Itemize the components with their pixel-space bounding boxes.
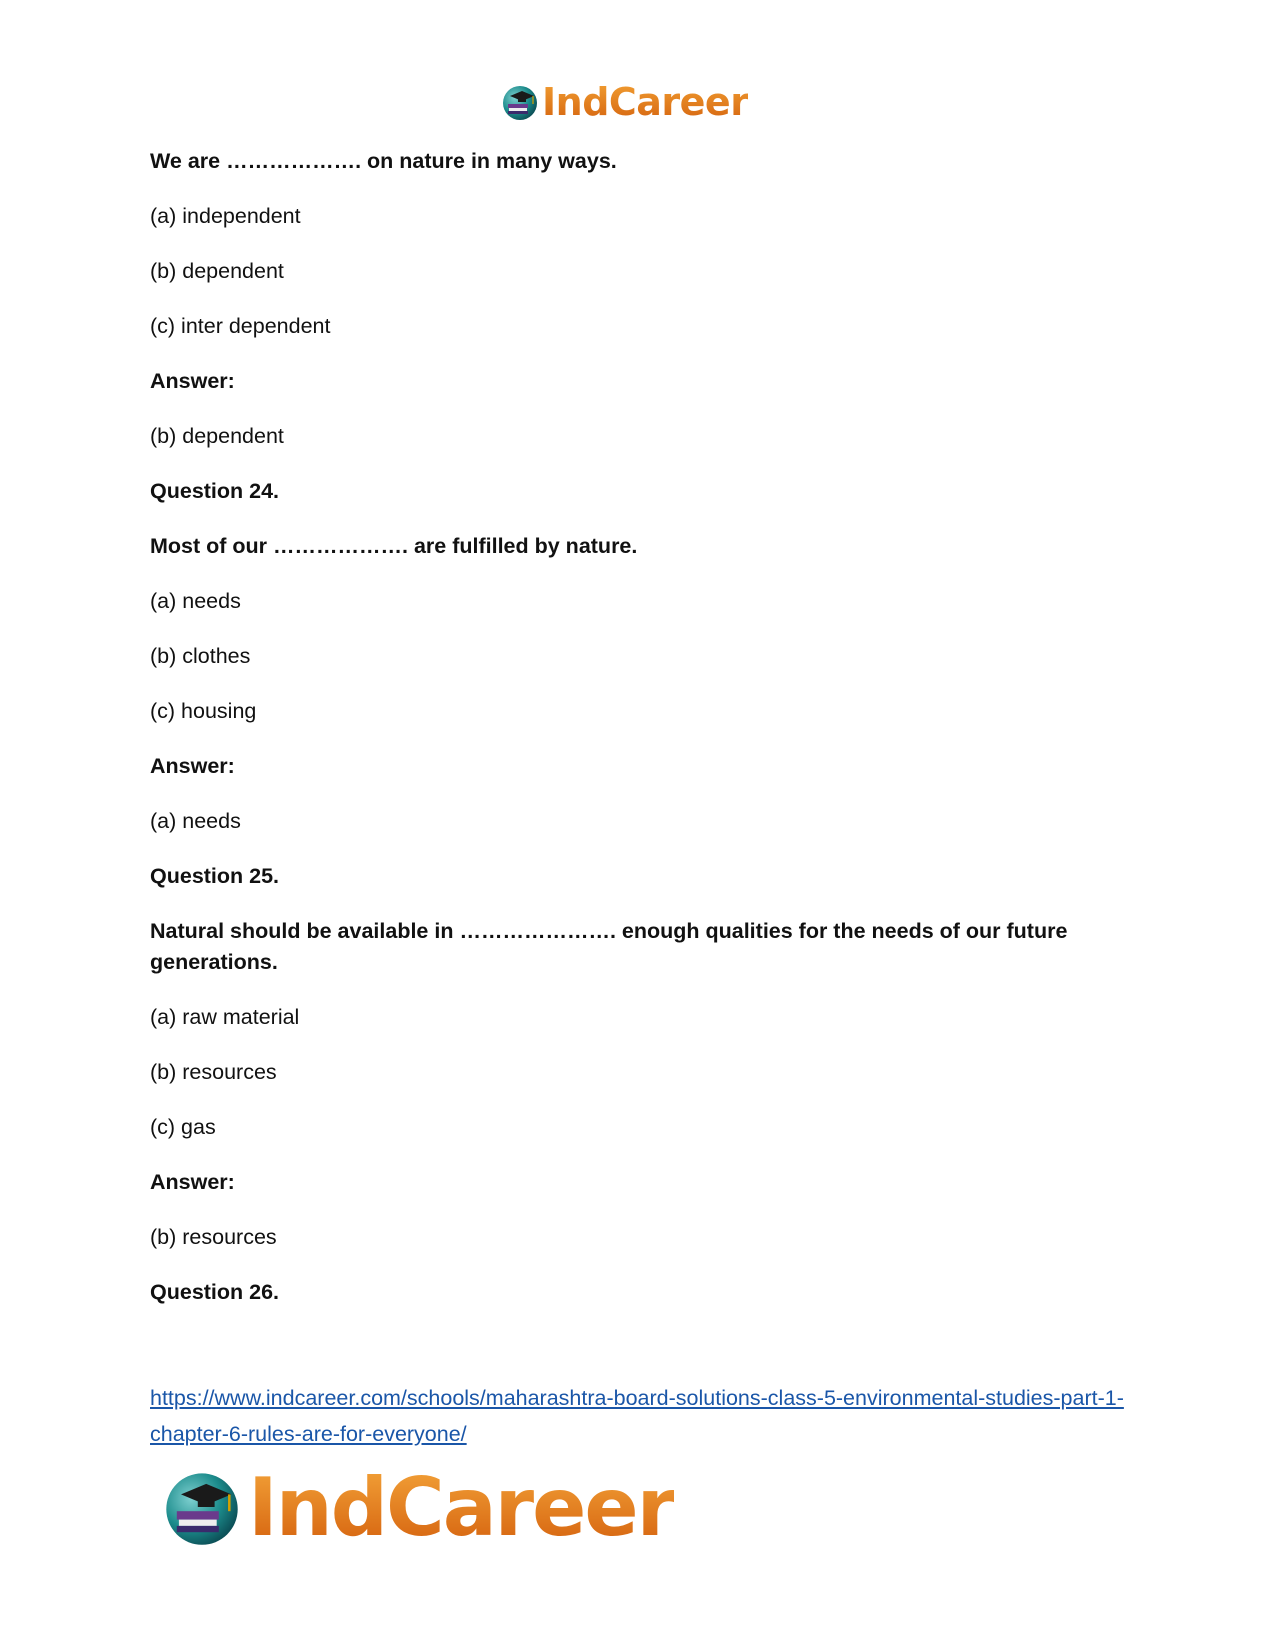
header-logo [500, 78, 748, 126]
footer-logo [160, 1462, 674, 1552]
option-text: (a) needs [150, 589, 241, 613]
option-text: (b) dependent [150, 259, 284, 283]
graduation-globe-icon [160, 1465, 244, 1549]
question-number: Question 24. [150, 479, 280, 503]
question-text: Natural should be available in …………………. enough qualities for the needs of our future generations. [150, 919, 1068, 974]
document-body [150, 146, 1110, 1332]
answer-label: Answer: [150, 754, 235, 778]
answer-label: Answer: [150, 369, 235, 393]
option-text: (a) independent [150, 204, 301, 228]
option-text: (a) needs [150, 809, 241, 833]
option-text: (b) resources [150, 1225, 277, 1249]
graduation-globe-icon [500, 82, 540, 122]
source-link[interactable]: https://www.indcareer.com/schools/maharashtra-board-solutions-class-5-environmental-studies-part-1-chapter-6-rules-are-for-everyone/ [150, 1386, 1124, 1446]
option-text: (c) housing [150, 699, 257, 723]
option-text: (c) gas [150, 1115, 216, 1139]
question-text: We are ………………. on nature in many ways. [150, 149, 617, 173]
option-text: (a) raw material [150, 1005, 300, 1029]
answer-label: Answer: [150, 1170, 235, 1194]
header-logo-text: IndCareer [542, 80, 749, 124]
option-text: (c) inter dependent [150, 314, 331, 338]
footer-logo-text: IndCareer [248, 1460, 675, 1554]
question-text: Most of our ………………. are fulfilled by nature. [150, 534, 638, 558]
question-number: Question 26. [150, 1280, 280, 1304]
option-text: (b) clothes [150, 644, 251, 668]
option-text: (b) dependent [150, 424, 284, 448]
question-number: Question 25. [150, 864, 280, 888]
option-text: (b) resources [150, 1060, 277, 1084]
